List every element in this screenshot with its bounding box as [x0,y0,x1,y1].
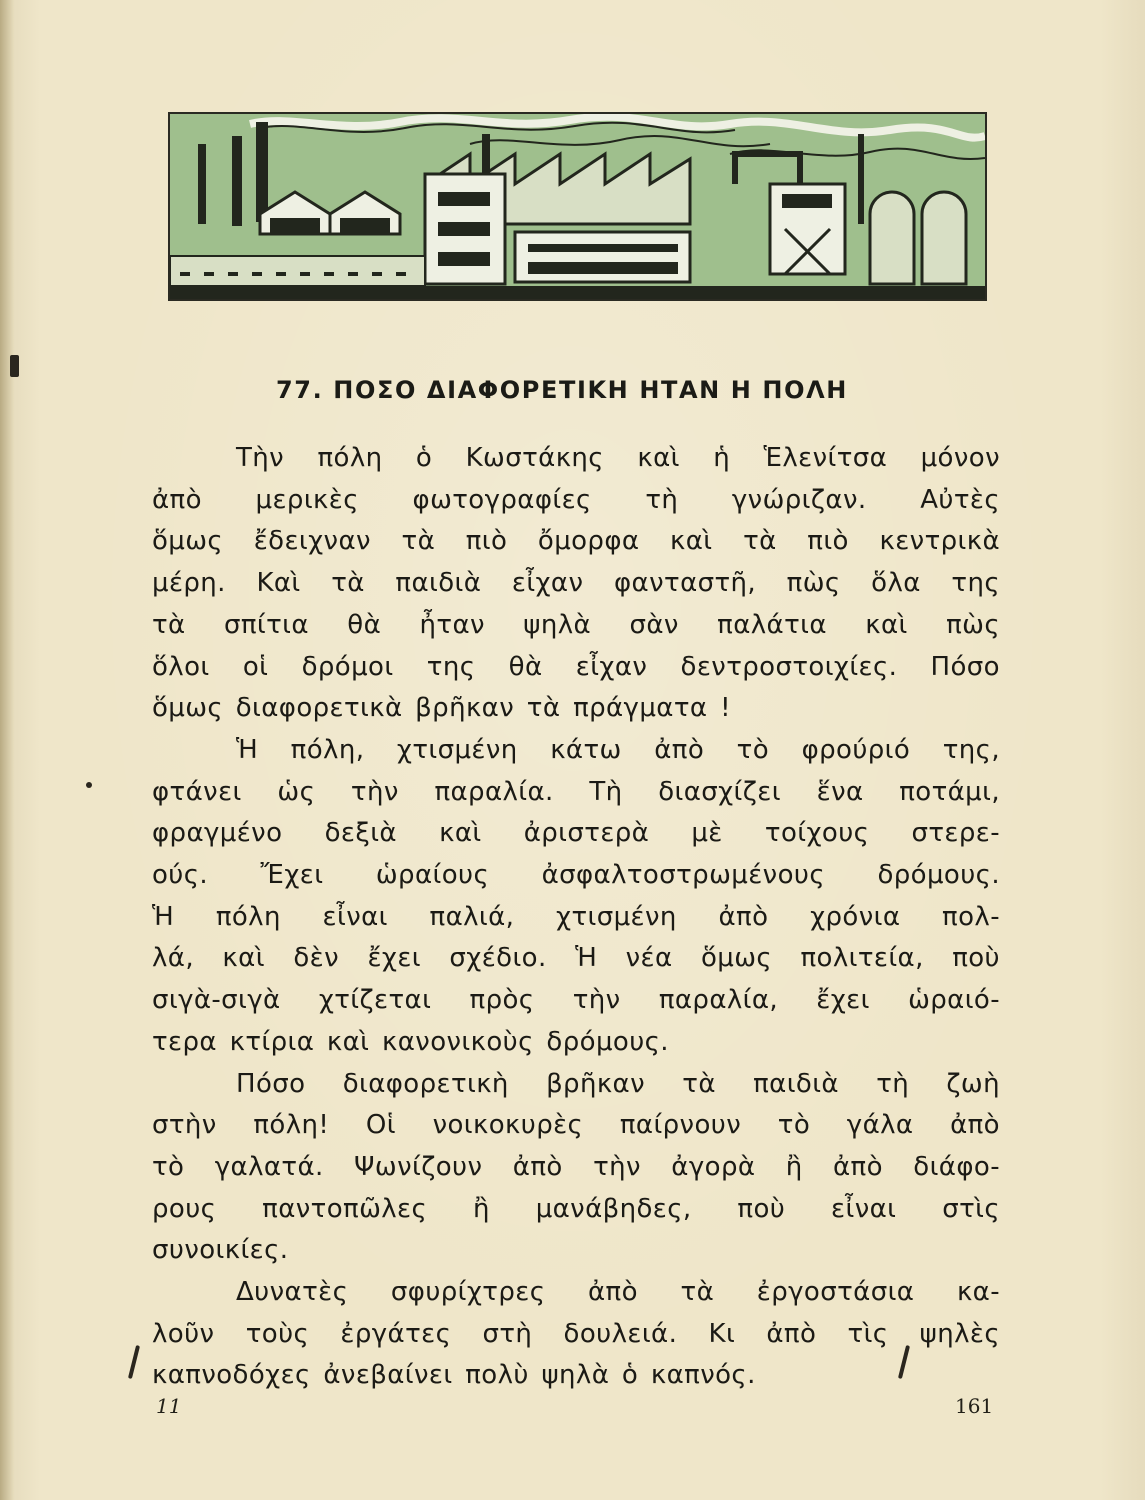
ink-dot [86,782,92,788]
text-line: ὅλοι οἱ δρόμοι της θὰ εἶχαν δεντροστοιχίες. Πόσο [152,651,1000,682]
text-line: λοῦν τοὺς ἐργάτες στὴ δουλειά. Κι ἀπὸ τὶς ψηλὲς [152,1318,1000,1349]
warehouse-windows-top [528,244,678,252]
chimney-2 [232,136,242,226]
chimney-3 [256,122,268,222]
paragraph-4 [152,1272,1000,1397]
text-line: συνοικίες. [152,1235,289,1266]
text-line: τερα κτίρια καὶ κανονικοὺς δρόμους. [152,1026,669,1057]
chapter-heading: 77. ΠΟΣΟ ΔΙΑΦΟΡΕΤΙΚΗ ΗΤΑΝ Η ΠΟΛΗ [276,376,848,404]
text-line: ούς. Ἔχει ὡραίους ἀσφαλτοστρωμένους δρόμους. [152,860,1000,891]
text-line: τὸ γαλατά. Ψωνίζουν ἀπὸ τὴν ἀγορὰ ἢ ἀπὸ διάφο- [152,1151,1000,1182]
text-line: στὴν πόλη! Οἱ νοικοκυρὲς παίρνουν τὸ γάλα ἀπὸ [152,1110,1000,1141]
text-line: ὅμως ἔδειχναν τὰ πιὸ ὄμορφα καὶ τὰ πιὸ κεντρικὰ [152,526,1000,557]
text-line: Ἡ πόλη, χτισμένη κάτω ἀπὸ τὸ φρούριό της, [236,734,1000,765]
text-line: τὰ σπίτια θὰ ἦταν ψηλὰ σὰν παλάτια καὶ πὼς [152,609,1000,640]
margin-pencil-mark [128,1345,140,1379]
storage-tank-2 [922,192,966,284]
text-line: Τὴν πόλη ὁ Κωστάκης καὶ ἡ Ἑλενίτσα μόνον [236,443,1000,473]
body-text [152,438,1000,1397]
text-line: Δυνατὲς σφυρίχτρες ἀπὸ τὰ ἐργοστάσια κα- [236,1277,1000,1308]
text-line: λά, καὶ δὲν ἔχει σχέδιο. Ἡ νέα ὅμως πολιτεία, ποὺ [152,943,1000,974]
office-window-row-3 [438,252,490,266]
paragraph-1 [152,438,1000,730]
text-line: καπνοδόχες ἀνεβαίνει πολὺ ψηλὰ ὁ καπνός. [152,1360,756,1391]
text-line: Πόσο διαφορετικὴ βρῆκαν τὰ παιδιὰ τὴ ζωὴ [236,1068,1000,1099]
text-line: Ἡ πόλη εἶναι παλιά, χτισμένη ἀπὸ χρόνια πολ- [152,901,1000,932]
factory-illustration [168,112,987,301]
book-spine-shadow [0,0,14,1500]
margin-ink-mark [10,355,19,377]
ground-line [170,286,985,299]
storage-tank-1 [870,192,914,284]
long-warehouse [515,232,690,282]
ground-wall [170,256,425,286]
text-line: μέρη. Καὶ τὰ παιδιὰ εἶχαν φανταστῆ, πὼς ὅλα της [152,568,1000,599]
paragraph-2 [152,730,1000,1064]
text-line: ὅμως διαφορετικὰ βρῆκαν τὰ πράγματα ! [152,693,731,724]
house-2-windows [340,218,390,234]
text-line: φραγμένο δεξιὰ καὶ ἀριστερὰ μὲ τοίχους στερε- [152,818,1000,849]
text-line: σιγὰ-σιγὰ χτίζεται πρὸς τὴν παραλία, ἔχει ὡραιό- [152,985,1000,1016]
office-window-row-1 [438,192,490,206]
page-number: 161 [955,1394,994,1418]
warehouse-windows-bottom [528,262,678,274]
chimney-5 [858,134,864,224]
signature-mark: 11 [156,1394,182,1418]
house-1-windows [270,218,320,234]
chimney-1 [198,144,206,224]
plant-windows [782,194,832,208]
office-window-row-2 [438,222,490,236]
text-line: ἀπὸ μερικὲς φωτογραφίες τὴ γνώριζαν. Αὐτὲς [152,484,1000,515]
text-line: φτάνει ὡς τὴν παραλία. Τὴ διασχίζει ἕνα ποτάμι, [152,776,1000,807]
text-line: ρους παντοπῶλες ἢ μανάβηδες, ποὺ εἶναι στὶς [152,1193,1000,1224]
paragraph-3 [152,1064,1000,1273]
